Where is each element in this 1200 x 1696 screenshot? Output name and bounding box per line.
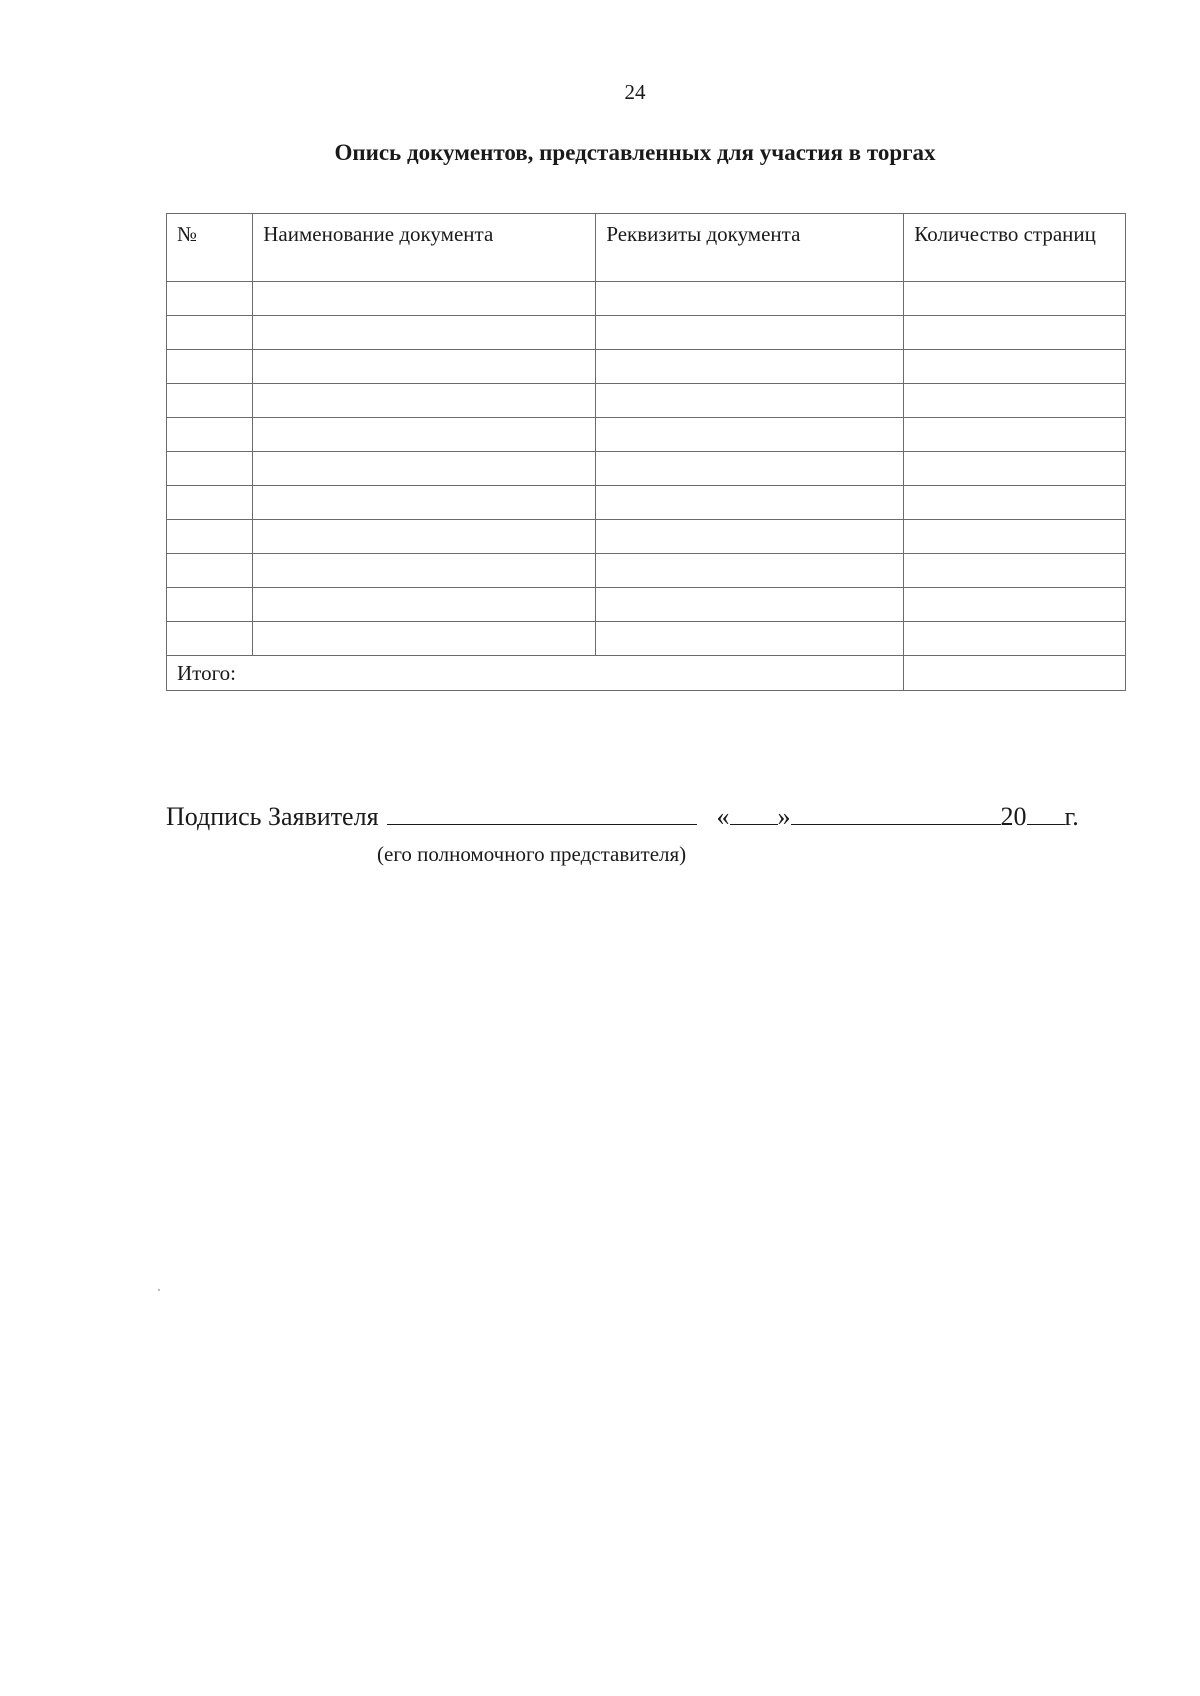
- signature-caption: (его полномочного представителя): [377, 842, 687, 866]
- cell-document-requisites[interactable]: [596, 452, 904, 486]
- cell-number[interactable]: [167, 418, 253, 452]
- cell-document-requisites[interactable]: [596, 588, 904, 622]
- cell-number[interactable]: [167, 282, 253, 316]
- cell-document-name[interactable]: [253, 554, 596, 588]
- cell-page-count[interactable]: [904, 588, 1126, 622]
- cell-page-count[interactable]: [904, 452, 1126, 486]
- year-blank[interactable]: [1027, 800, 1065, 825]
- header-document-name: Наименование документа: [253, 214, 596, 282]
- cell-document-requisites[interactable]: [596, 520, 904, 554]
- cell-document-name[interactable]: [253, 452, 596, 486]
- cell-document-requisites[interactable]: [596, 418, 904, 452]
- signature-line: [166, 800, 1126, 832]
- table-row: [167, 282, 1126, 316]
- cell-document-requisites[interactable]: [596, 282, 904, 316]
- cell-page-count[interactable]: [904, 350, 1126, 384]
- cell-document-name[interactable]: [253, 316, 596, 350]
- cell-document-name[interactable]: [253, 588, 596, 622]
- cell-page-count[interactable]: [904, 554, 1126, 588]
- month-blank[interactable]: [791, 800, 1001, 825]
- page-number: 24: [624, 80, 646, 104]
- close-quote: »: [777, 802, 791, 831]
- signature-label: Подпись Заявителя: [166, 802, 379, 831]
- cell-number[interactable]: [167, 452, 253, 486]
- cell-document-name[interactable]: [253, 384, 596, 418]
- cell-document-name[interactable]: [253, 520, 596, 554]
- scan-artifact: [158, 1289, 160, 1291]
- table-row: [167, 588, 1126, 622]
- header-number: №: [167, 214, 253, 282]
- signature-blank[interactable]: [387, 800, 697, 825]
- table-row: [167, 316, 1126, 350]
- table-body: [167, 282, 1126, 656]
- cell-page-count[interactable]: [904, 520, 1126, 554]
- total-pages-cell[interactable]: [904, 656, 1126, 691]
- day-blank[interactable]: [730, 800, 778, 825]
- year-prefix: 20: [1000, 802, 1027, 831]
- cell-document-requisites[interactable]: [596, 316, 904, 350]
- cell-document-requisites[interactable]: [596, 554, 904, 588]
- total-label: Итого:: [167, 656, 904, 691]
- cell-number[interactable]: [167, 316, 253, 350]
- cell-number[interactable]: [167, 520, 253, 554]
- table-header-row: [167, 214, 1126, 282]
- cell-number[interactable]: [167, 350, 253, 384]
- cell-number[interactable]: [167, 486, 253, 520]
- cell-document-name[interactable]: [253, 350, 596, 384]
- cell-document-name[interactable]: [253, 282, 596, 316]
- cell-number[interactable]: [167, 588, 253, 622]
- cell-page-count[interactable]: [904, 282, 1126, 316]
- cell-number[interactable]: [167, 384, 253, 418]
- open-quote: «: [716, 802, 730, 831]
- document-title: Опись документов, представленных для участия в торгах: [334, 140, 936, 165]
- table-row: [167, 622, 1126, 656]
- table-row: [167, 520, 1126, 554]
- cell-document-requisites[interactable]: [596, 486, 904, 520]
- cell-page-count[interactable]: [904, 486, 1126, 520]
- header-document-requisites: Реквизиты документа: [596, 214, 904, 282]
- cell-document-requisites[interactable]: [596, 350, 904, 384]
- table-row: [167, 384, 1126, 418]
- total-row: [167, 656, 1126, 691]
- cell-document-name[interactable]: [253, 622, 596, 656]
- table-row: [167, 452, 1126, 486]
- cell-document-name[interactable]: [253, 486, 596, 520]
- cell-page-count[interactable]: [904, 316, 1126, 350]
- cell-page-count[interactable]: [904, 622, 1126, 656]
- cell-document-requisites[interactable]: [596, 622, 904, 656]
- cell-document-name[interactable]: [253, 418, 596, 452]
- table-row: [167, 418, 1126, 452]
- table-row: [167, 486, 1126, 520]
- cell-page-count[interactable]: [904, 384, 1126, 418]
- table-row: [167, 554, 1126, 588]
- header-page-count: Количество страниц: [904, 214, 1126, 282]
- documents-inventory-table: [166, 213, 1126, 691]
- year-suffix: г.: [1064, 802, 1079, 831]
- cell-number[interactable]: [167, 554, 253, 588]
- cell-page-count[interactable]: [904, 418, 1126, 452]
- cell-document-requisites[interactable]: [596, 384, 904, 418]
- cell-number[interactable]: [167, 622, 253, 656]
- table-row: [167, 350, 1126, 384]
